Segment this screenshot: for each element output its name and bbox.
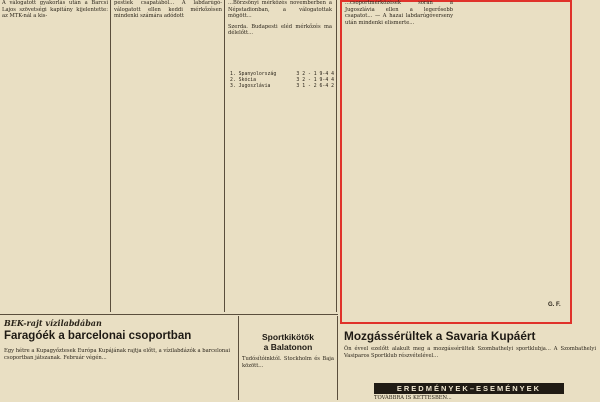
section-divider bbox=[0, 314, 338, 315]
boxed-article-text: ...csoportmérkőzések során a Jugoszlávia ellen a legerősebb csapatot... — A hazai labdarúgóverseny után mindenki elismerte... bbox=[345, 0, 453, 26]
col3-para-b: Szerda. Budapesti eléd mérkőzés ma délelőtt... bbox=[228, 23, 332, 37]
sport-camps-headline-2: a Balatonon bbox=[263, 342, 313, 352]
top-column-2 bbox=[114, 0, 222, 312]
column-divider bbox=[110, 0, 111, 312]
results-banner: EREDMÉNYEK–ESEMÉNYEK bbox=[374, 383, 564, 394]
boxed-article-col-a bbox=[345, 0, 453, 310]
water-polo-headline: Faragóék a barcelonai csoportban bbox=[4, 330, 192, 342]
water-polo-body: Egy hétre a Kupagyőztesek Európa Kupájának rajtja előtt, a vízilabdázók a barcelonai csoportban játszanak. Február végén... bbox=[4, 348, 230, 361]
disabled-sport-body: Ön évvel ezelőtt alakult meg a mozgássérültek Szombathelyi sportklubja... A Szombathelyi Vasiparos Sportklub részvételével... bbox=[344, 346, 596, 359]
right-edge-column bbox=[576, 0, 598, 312]
column-divider bbox=[337, 316, 338, 400]
results-body: TOVÁBBRA IS KETTESBEN... bbox=[374, 395, 452, 401]
boxed-article-col-b bbox=[460, 0, 568, 310]
col2-para: pestiek csapatából... A labdarúgó-válogatott ellen keddi mérkőzésen mindenki számára adódott bbox=[114, 0, 222, 20]
article-signature: G. F. bbox=[548, 302, 561, 308]
sport-camps-headline-1: Sportkikötők bbox=[262, 332, 314, 342]
column-divider bbox=[336, 0, 337, 312]
col1-para: A válogatott gyakorlás után a Barcsi Lajos szövetségi kapitány kijelentette: az MTK-nál a kis- bbox=[2, 0, 108, 20]
sport-camps-body: Tudósítóinktól. Stockholm és Baja között... bbox=[242, 356, 334, 369]
top-column-1 bbox=[2, 0, 108, 312]
column-divider bbox=[224, 0, 225, 312]
table-row: 2. Skócia 3 2 - 1 9-4 4 bbox=[230, 78, 334, 83]
disabled-sport-headline: Mozgássérültek a Savaria Kupáért bbox=[344, 329, 536, 343]
table-row: 1. Spanyolország 3 2 - 1 9-4 4 bbox=[230, 72, 334, 77]
standings-table bbox=[230, 72, 334, 90]
col3-para-a: ...Börzsönyi mérkőzés novemberben a Népstadionban, a válogatottak mögött... bbox=[228, 0, 332, 20]
table-row: 3. Jugoszlávia 3 1 - 2 6-4 2 bbox=[230, 84, 334, 89]
column-divider bbox=[238, 316, 239, 400]
water-polo-kicker: BEK-rajt vízilabdában bbox=[4, 318, 102, 328]
top-column-3 bbox=[228, 0, 332, 312]
